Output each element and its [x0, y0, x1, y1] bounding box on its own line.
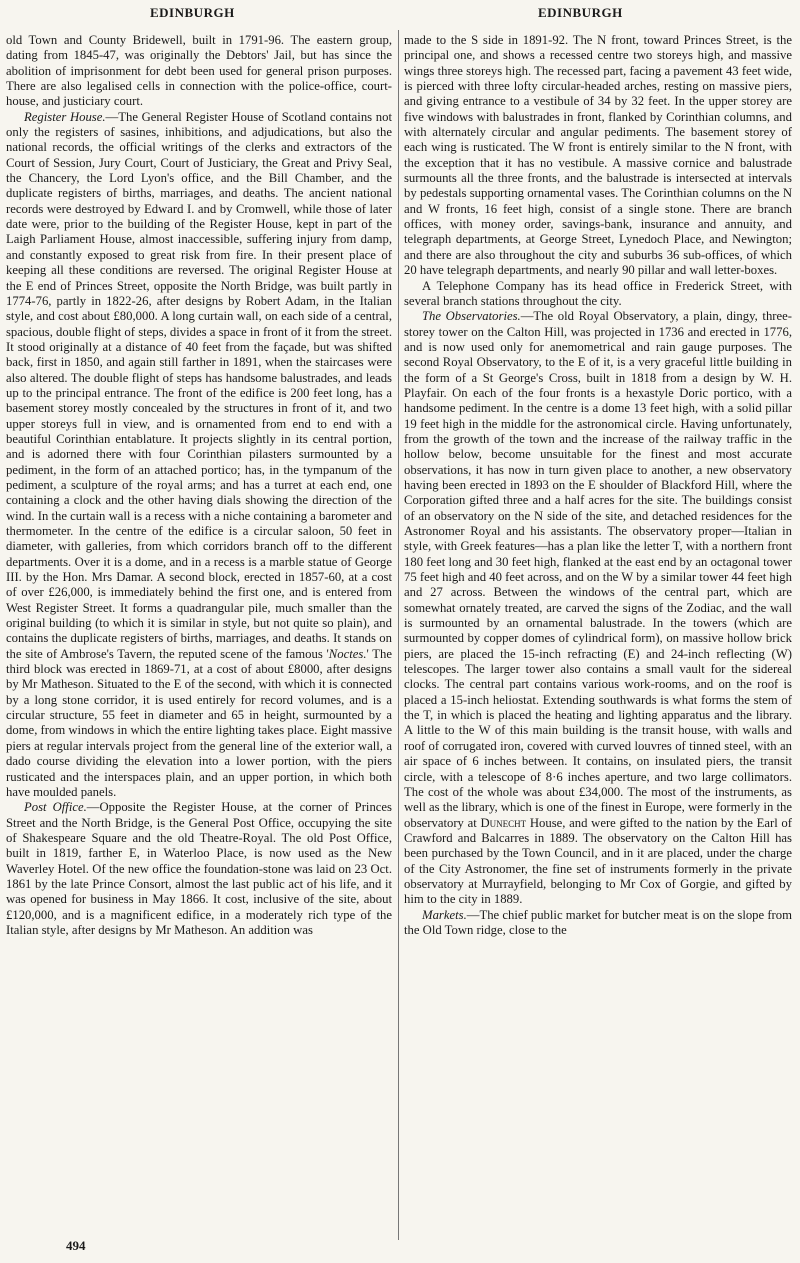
paragraph-register-house	[6, 110, 392, 800]
header-title-right: EDINBURGH	[538, 5, 623, 20]
paragraph-telephone: A Telephone Company has its head office in Frederick Street, with several branch stations throughout the city.	[404, 278, 792, 308]
register-house-text: —The General Register House of Scotland contains not only the registers of sasines, inhibitions, and adjudications, but also the national records, the official writings of the clerks and extractors of the Court of Session, Jury Court, Court of Justiciary, the Great and Privy Seal, the Chancery, the Lord Lyon's office, and the Bill Chamber, and the duplicate registers of births, marriages, and deaths. The ancient national records were destroyed by Edward I. and by Cromwell, while those of later date were, prior to the building of the Register House, kept in part of the Laigh Parliament House, almost inaccessible, suffering injury from damp, and constantly exposed to great risk from fire. In their present place of keeping all these conditions are reversed. The original Register House at the E end of Princes Street, opposite the North Bridge, was built partly in 1774-76, partly in 1822-26, after designs by Robert Adam, in the Italian style, and cost about £80,000. A long curtain wall, on each side of a central, spacious, double flight of steps, divides a space in front of it from the street. It stood originally at a distance of 40 feet from the façade, but was shifted back, first in 1850, and again still farther in 1891, when the staircases were also altered. The double flight of steps has handsome balustrades, and leads up to the principal entrance. The front of the edifice is 200 feet long, has a basement storey mostly concealed by the structures in front of it, and two upper storeys full in view, and is ornamented from end to end with a beautiful Corinthian entablature. It projects slightly in its central portion, and is adorned there with four Corinthian pilasters surmounted by a pediment, in the form of an attached portico; has, in the tympanum of the pediment, a sculpture of the royal arms; and has a turret at each end, one containing a clock and the other having dials showing the direction of the wind. In the curtain wall is a recess with a niche containing a barometer and thermometer. In the centre of the edifice is a circular saloon, 50 feet in diameter, with galleries, from which corridors branch off to the different departments. Over it is a dome, and in a recess is a marble statue of George III. by the Hon. Mrs Damar. A second block, erected in 1857-60, at a cost of over £26,000, is immediately behind the first one, and is entered from West Register Street. It forms a quadrangular pile, much smaller than the original building (to which it is similar in style, but not quite so plain), and contains the duplicate registers of births, marriages, and deaths. It stands on the site of Ambrose's Tavern, the reputed scene of the famous '	[6, 109, 392, 661]
header-title-left: EDINBURGH	[150, 5, 235, 20]
paragraph-markets	[404, 908, 792, 939]
section-heading-markets: Markets.	[422, 907, 467, 922]
paragraph-bridewell: old Town and County Bridewell, built in 1791-96. The eastern group, dating from 1845-47, was originally the Debtors' Jail, but has since the abolition of imprisonment for debt been used for general prison purposes. There are also legalised cells in connection with the police-office, court-house, and justiciary court.	[6, 33, 392, 109]
page-number: 494	[66, 1238, 86, 1253]
observatories-text-continued: House, and were gifted to the nation by the Earl of Crawford and Balcarres in 1889. The observatory on the Calton Hill has been purchased by the Town Council, and in it are placed, under the charge of the City Astronomer, the fine set of instruments formerly in the private observatory at Murrayfield, belonging to Mr Cox of Gorgie, and gifted by him to the city in 1889.	[404, 815, 792, 907]
dunecht-name: Dunecht	[480, 815, 527, 830]
column-divider	[398, 30, 399, 1240]
section-heading-register-house: Register House.	[24, 109, 106, 124]
post-office-text: —Opposite the Register House, at the corner of Princes Street and the North Bridge, is the General Post Office, occupying the site of Shakespeare Square and the old Theatre-Royal. The old Post Office, built in 1819, farther E, in Waterloo Place, is now used as the New Waverley Hotel. Of the new office the foundation-stone was laid on 23 Oct. 1861 by the late Prince Consort, almost the last public act of his life, and it was opened for business in May 1866. It cost, inclusive of the site, about £120,000, and is a magnificent edifice, in a moderately rich type of the Italian style, after designs by Mr Matheson. An addition was	[6, 800, 392, 937]
paragraph-post-office-continued: made to the S side in 1891-92. The N front, toward Princes Street, is the principal one, and shows a recessed centre two storeys high, and massive wings three storeys high. The recessed part, facing a pavement 43 feet wide, is pierced with three lofty circular-headed arches, resting on massive piers, and giving entrance to a vestibule of 34 by 32 feet. In the upper storey are five windows with balustrades in front, flanked by Corinthian columns, and with alternately circular and angular pediments. The basement storey of each wing is rusticated. The W front is entirely similar to the N front, with the exception that it has no vestibule. A massive cornice and balustrade surmounts all the three fronts, and the balustrade is intersected at intervals by pedestals supporting ornamental vases. The Corinthian columns on the N and W fronts, 16 feet high, consist of a single stone. There are branch offices, with money order, savings-bank, insurance and annuity, and telegraph departments, at George Street, Lynedoch Place, and Newington; and there are also throughout the city and suburbs 36 sub-offices, of which 20 have telegraph departments, and nearly 90 pillar and wall letter-boxes.	[404, 33, 792, 278]
paragraph-post-office	[6, 800, 392, 938]
running-header	[0, 5, 800, 23]
section-heading-observatories: The Observatories.	[422, 309, 521, 324]
noctes-title: Noctes.	[328, 646, 367, 661]
section-heading-post-office: Post Office.	[24, 800, 87, 815]
left-column	[6, 33, 392, 938]
markets-text: —The chief public market for butcher meat is on the slope from the Old Town ridge, close to the	[404, 907, 792, 937]
register-house-text-continued: ' The third block was erected in 1869-71, at a cost of about £8000, after designs by Mr Matheson. Situated to the E of the second, with which it is connected by a long stone corridor, it is used entirely for record volumes, and is a circular structure, 55 feet in diameter and 65 in height, surmounted by a dome, from windows in which the entire lighting takes place. Eight massive piers at regular intervals project from the general line of the exterior wall, a dado course dividing the elevation into a lower portion, with the piers rusticated and the interspaces plain, and an upper portion, in which both have moulded panels.	[6, 646, 392, 799]
right-column	[404, 33, 792, 938]
paragraph-observatories	[404, 309, 792, 907]
observatories-text: —The old Royal Observatory, a plain, dingy, three-storey tower on the Calton Hill, was projected in 1736 and erected in 1776, and is now used only for anemometrical and rain gauge purposes. The second Royal Observatory, to the E of it, is a very graceful little building in the form of a St George's Cross, built in 1818 from a design by W. H. Playfair. On each of the four fronts is a hexastyle Doric portico, with a handsome pediment. In the centre is a dome 13 feet high, with a solid pillar 19 feet high in the middle for the astronomical circle. Having unfortunately, from the growth of the town and the increase of the railway traffic in the hollow below, become unsuitable for the finest and most accurate observations, it has now in turn given place to another, a new observatory having been erected in 1893 on the E shoulder of Blackford Hill, where the Corporation gifted three and a half acres for the site. The buildings consist of an observatory on the N side of the site, and detached residences for the Astronomer Royal and his assistants. The observatory proper—Italian in style, with Greek features—has a plan like the letter T, with a northern front 180 feet long and 30 feet high, flanked at the east end by an octagonal tower 75 feet high and 40 feet across, and on the W by a similar tower 44 feet high and 27 across. Between the windows of the central part, which are somewhat ornately treated, are carved the signs of the Zodiac, and the wall is surmounted by an ornamental balustrade. In the towers (which are surmounted by copper domes of cylindrical form), on massive hollow brick piers, are placed the 15-inch refracting (E) and 24-inch reflecting (W) telescopes. The larger tower also contains a small vault for the sidereal clocks. The central part contains various work-rooms, and on the roof is placed a 15-inch heliostat. Extending southwards is what forms the stem of the T, in which is placed the heating and lighting apparatus and the library. A little to the W of this main building is the transit house, with walls and roof of corrugated iron, covered with curved louvres of tinned steel, with an air space of 6 inches between. It contains, on insulated piers, the transit circle, with a telescope of 8·6 inches aperture, and two large collimators. The cost of the whole was about £34,000. The most of the instruments, as well as the library, which is one of the finest in Europe, were formerly in the observatory at	[404, 309, 793, 830]
